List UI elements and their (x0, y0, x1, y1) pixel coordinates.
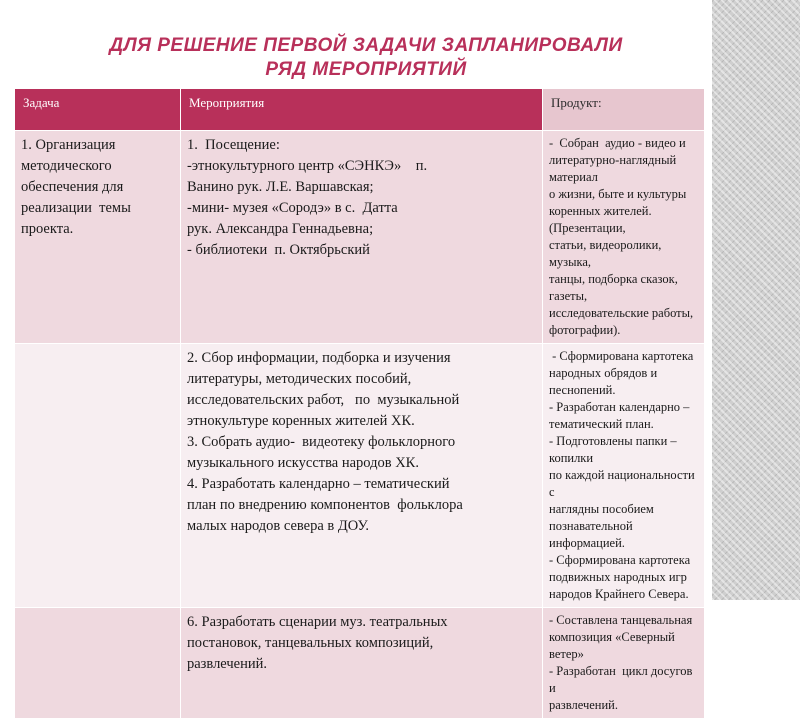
event-line: музыкального искусства народов ХК. (187, 455, 419, 471)
product-line: - Сформирована картотека (549, 349, 694, 363)
table-header-row (15, 89, 705, 131)
product-cell (543, 608, 705, 719)
product-line: - Подготовлены папки –копилки (549, 434, 677, 465)
product-line: - Разработан календарно – (549, 400, 690, 414)
event-line: - библиотеки п. Октябрьский (187, 242, 370, 258)
event-line: развлечений. (187, 656, 268, 672)
event-line: 6. Разработать сценарии муз. театральных (187, 614, 448, 630)
task-cell (15, 131, 181, 344)
event-line: малых народов севера в ДОУ. (187, 518, 369, 534)
event-line: 3. Собрать аудио- видеотеку фольклорного (187, 434, 456, 450)
task-line: проекта. (21, 221, 74, 237)
decorative-side-stripe (712, 0, 800, 600)
task-cell (15, 344, 181, 608)
product-line: танцы, подборка сказок, газеты, (549, 272, 681, 303)
product-line: тематический план. (549, 417, 654, 431)
product-line: - Составлена танцевальная (549, 613, 693, 627)
task-cell (15, 608, 181, 719)
product-line: литературно-наглядный материал (549, 153, 680, 184)
task-line: реализации темы (21, 200, 131, 216)
product-line: композиция «Северный ветер» (549, 630, 678, 661)
task-line: 1. Организация (21, 137, 116, 153)
event-line: план по внедрению компонентов фольклора (187, 497, 463, 513)
product-line: наглядны пособием (549, 502, 654, 516)
product-line: - Собран аудио - видео и (549, 136, 686, 150)
task-line: методического (21, 158, 112, 174)
slide-title-line: ДЛЯ РЕШЕНИЕ ПЕРВОЙ ЗАДАЧИ ЗАПЛАНИРОВАЛИ (109, 35, 623, 56)
column-header-task: Задача (15, 89, 181, 131)
product-line: народов Крайнего Севера. (549, 587, 689, 601)
event-line: Ванино рук. Л.Е. Варшавская; (187, 179, 374, 195)
product-line: фотографии). (549, 323, 621, 337)
events-cell (181, 608, 543, 719)
product-line: коренных жителей. (Презентации, (549, 204, 655, 235)
events-cell (181, 131, 543, 344)
product-line: исследовательские работы, (549, 306, 694, 320)
slide-title (40, 34, 692, 82)
task-line: обеспечения для (21, 179, 124, 195)
events-cell (181, 344, 543, 608)
product-line: народных обрядов и песнопений. (549, 366, 661, 397)
product-cell (543, 131, 705, 344)
product-line: познавательной информацией. (549, 519, 636, 550)
table-row (15, 344, 705, 608)
table-row (15, 608, 705, 719)
slide-title-line: РЯД МЕРОПРИЯТИЙ (265, 59, 467, 80)
event-line: -этнокультурного центр «СЭНКЭ» п. (187, 158, 428, 174)
product-line: по каждой национальности с (549, 468, 698, 499)
product-cell (543, 344, 705, 608)
product-line: - Разработан цикл досугов и (549, 664, 696, 695)
event-line: постановок, танцевальных композиций, (187, 635, 434, 651)
product-line: о жизни, быте и культуры (549, 187, 687, 201)
event-line: 4. Разработать календарно – тематический (187, 476, 450, 492)
product-line: развлечений. (549, 698, 618, 712)
event-line: 2. Сбор информации, подборка и изучения (187, 350, 451, 366)
event-line: рук. Александра Геннадьевна; (187, 221, 374, 237)
event-line: литературы, методических пособий, (187, 371, 412, 387)
plan-table (14, 88, 705, 719)
event-line: 1. Посещение: (187, 137, 280, 153)
product-line: - Сформирована картотека (549, 553, 691, 567)
product-line: статьи, видеоролики, музыка, (549, 238, 665, 269)
event-line: исследовательских работ, по музыкальной (187, 392, 460, 408)
column-header-events: Мероприятия (181, 89, 543, 131)
event-line: этнокультуре коренных жителей ХК. (187, 413, 415, 429)
product-line: подвижных народных игр (549, 570, 687, 584)
event-line: -мини- музея «Сородэ» в с. Датта (187, 200, 398, 216)
table-row (15, 131, 705, 344)
column-header-product: Продукт: (543, 89, 705, 131)
